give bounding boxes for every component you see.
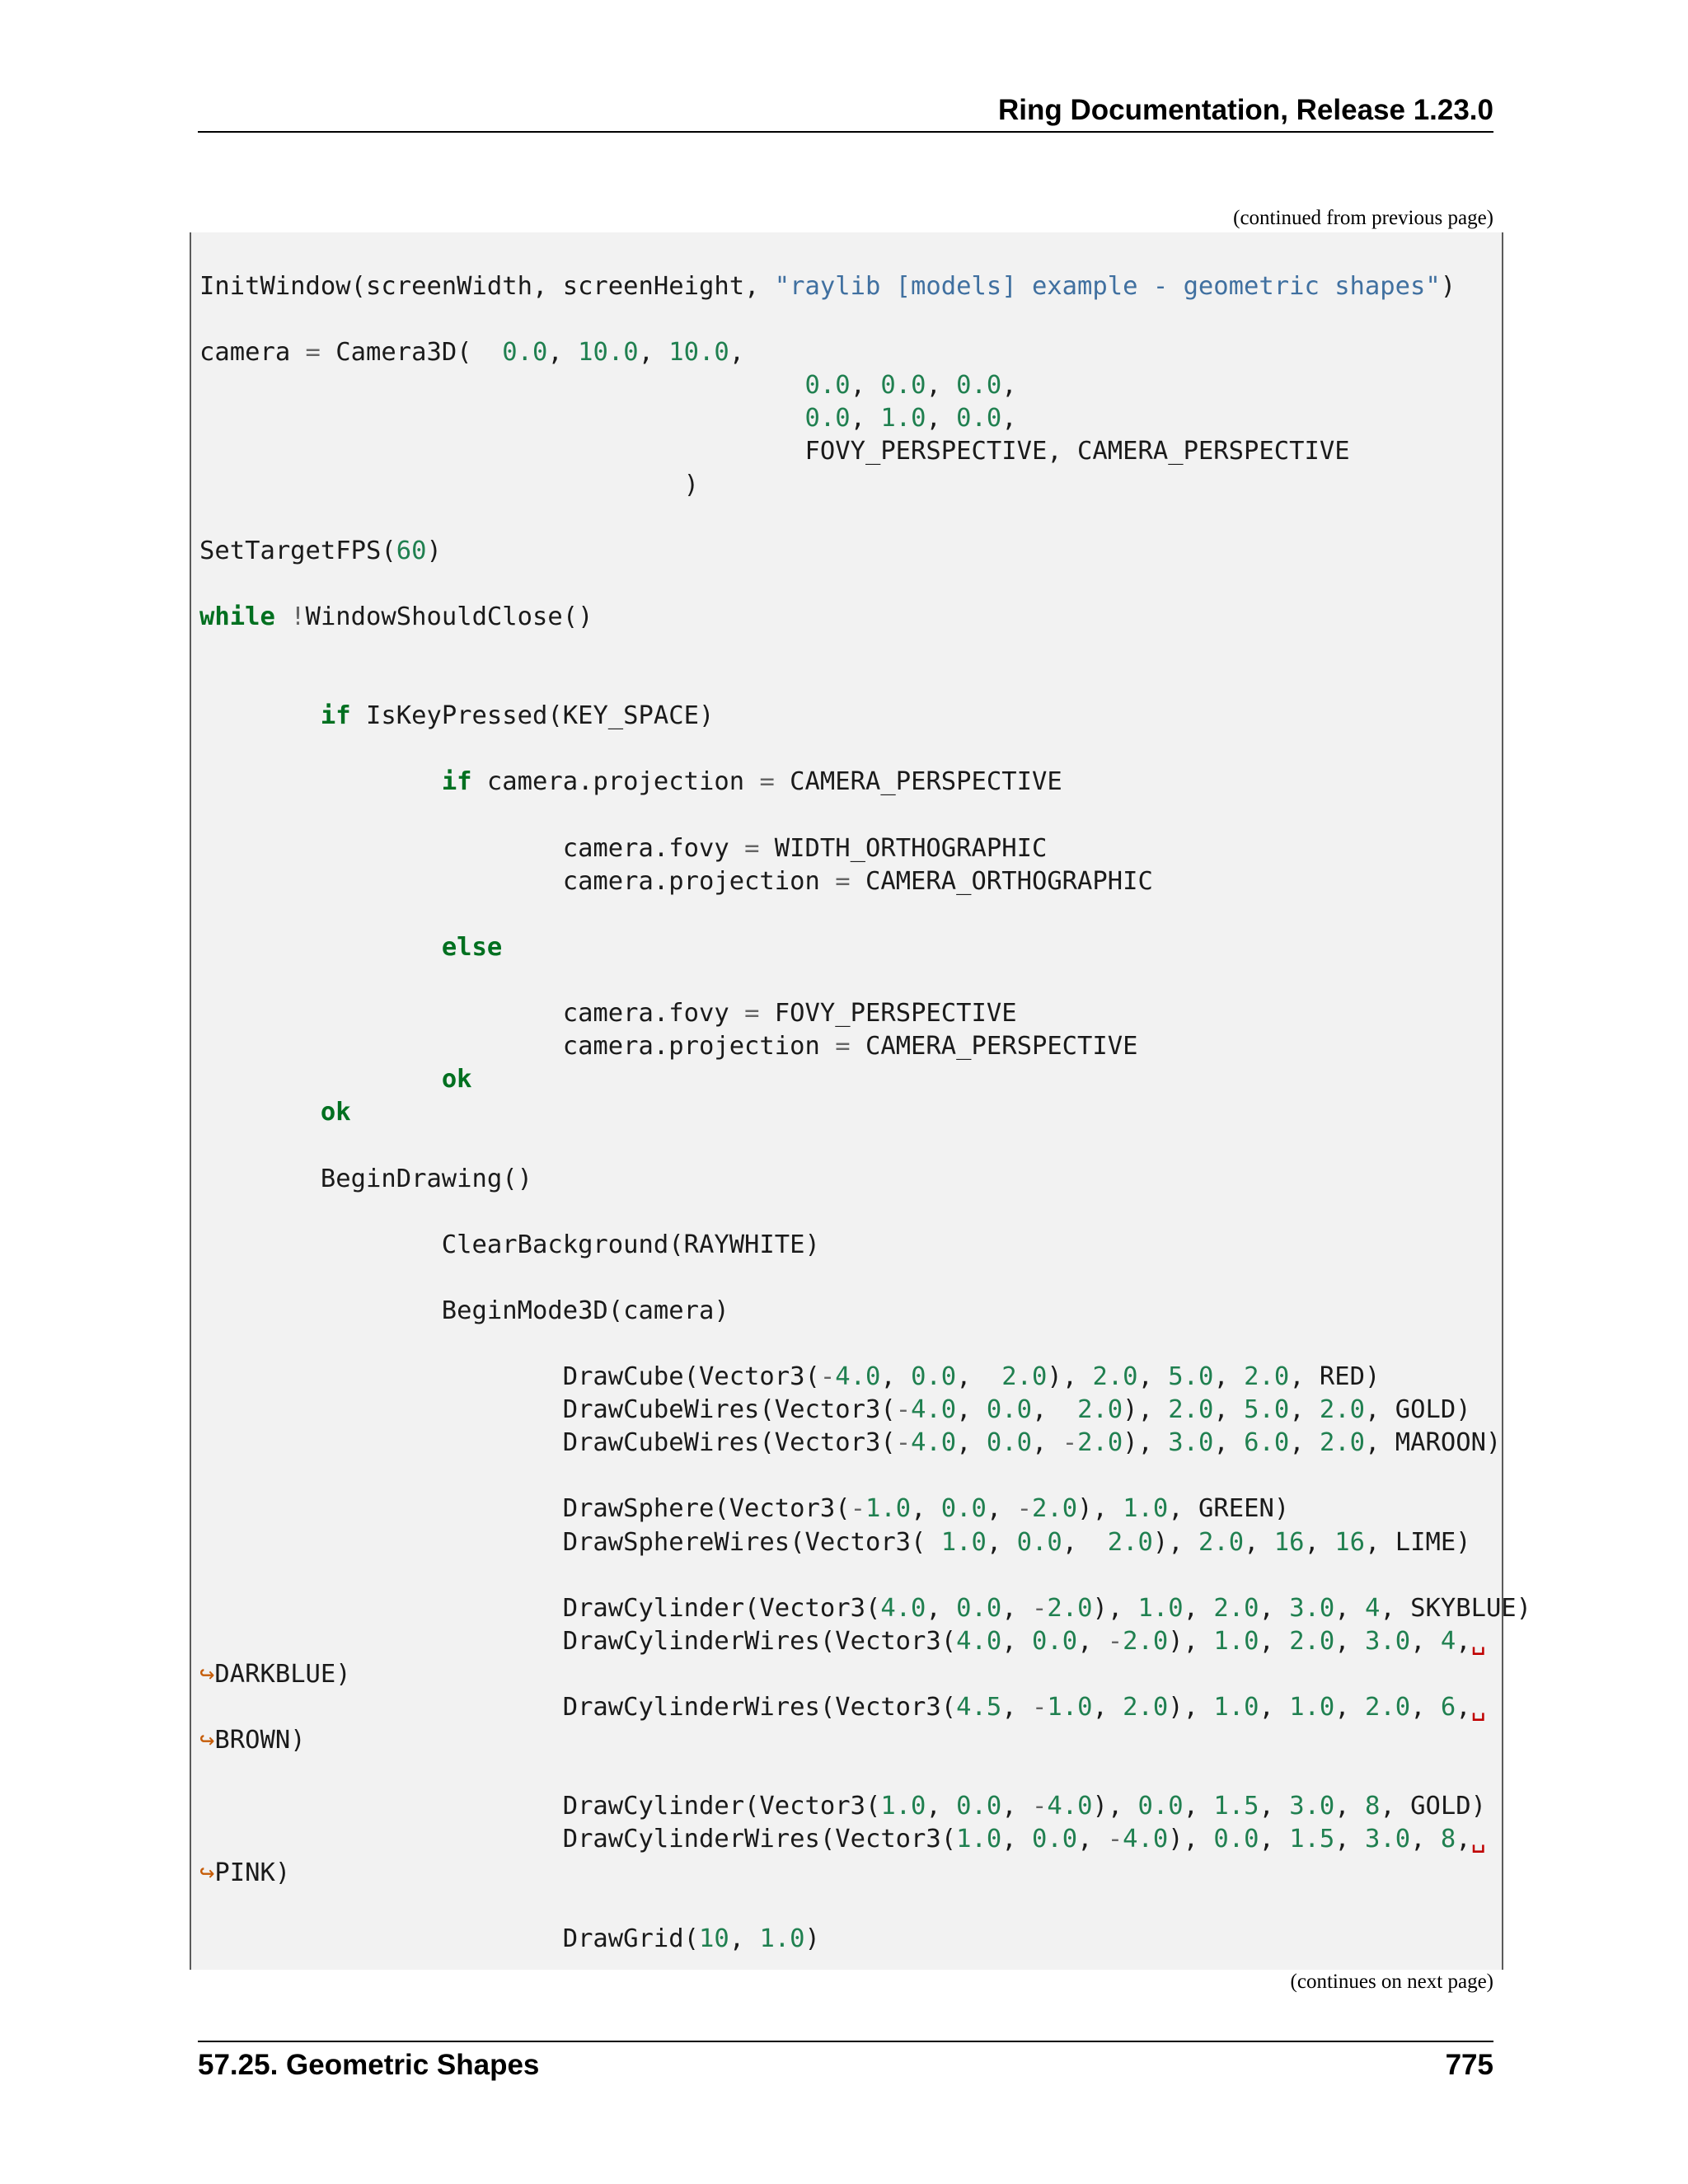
- code-line: [199, 1032, 1138, 1061]
- code-token: =: [759, 767, 775, 797]
- code-token: 2.0: [1077, 1395, 1123, 1425]
- code-token: ,: [729, 1924, 760, 1953]
- code-token: 0.0: [1137, 1792, 1184, 1821]
- code-token: 2.0: [1032, 1494, 1078, 1524]
- code-token: [275, 602, 290, 631]
- code-token: ,: [911, 1494, 941, 1524]
- code-token: camera.fovy: [199, 999, 745, 1029]
- code-token: ,: [729, 338, 745, 368]
- code-line: [199, 1726, 306, 1755]
- code-token: DrawGrid(: [199, 1924, 699, 1953]
- code-token: DrawCylinder(Vector3(: [199, 1792, 881, 1821]
- code-token: ,: [1001, 371, 1017, 401]
- code-token: -: [1016, 1494, 1032, 1524]
- code-line: [199, 1660, 351, 1689]
- code-token: ↪: [199, 1858, 215, 1887]
- code-token: ␣: [1470, 1825, 1486, 1854]
- code-token: ),: [1092, 1593, 1138, 1623]
- code-token: ,: [956, 1362, 1002, 1392]
- code-token: ,: [1334, 1593, 1366, 1623]
- code-token: -: [1107, 1626, 1123, 1656]
- code-token: ,: [1092, 1693, 1123, 1722]
- code-token: DrawCylinder(Vector3(: [199, 1593, 881, 1623]
- code-token: 2.0: [1107, 1527, 1153, 1557]
- code-token: , GOLD): [1365, 1395, 1471, 1425]
- code-token: =: [835, 1032, 851, 1062]
- code-token: ok: [441, 1065, 472, 1094]
- code-token: ↪: [199, 1726, 215, 1755]
- code-token: ),: [1047, 1362, 1093, 1392]
- code-token: PINK): [214, 1858, 291, 1887]
- code-token: 2.0: [1001, 1362, 1048, 1392]
- code-token: ),: [1123, 1395, 1169, 1425]
- code-token: -: [1031, 1593, 1048, 1623]
- code-token: 1.0: [956, 1825, 1002, 1854]
- code-token: ,: [1259, 1593, 1290, 1623]
- code-token: -: [1031, 1792, 1048, 1821]
- code-token: IsKeyPressed(KEY_SPACE): [350, 701, 715, 731]
- code-token: 4.0: [911, 1428, 957, 1458]
- code-token: ,: [926, 404, 957, 434]
- code-token: ,: [986, 1527, 1017, 1557]
- code-token: -: [895, 1395, 912, 1425]
- code-token: =: [744, 999, 760, 1029]
- code-token: 2.0: [1289, 1626, 1335, 1656]
- code-token: ,: [926, 371, 957, 401]
- code-token: 1.0: [880, 404, 926, 434]
- code-line: [199, 437, 1350, 466]
- code-token: , RED): [1289, 1362, 1381, 1392]
- code-block: [190, 232, 1532, 1970]
- code-token: [199, 701, 321, 730]
- code-token: FOVY_PERSPECTIVE, CAMERA_PERSPECTIVE: [199, 437, 1350, 466]
- code-token: DrawCubeWires(Vector3(: [199, 1428, 896, 1458]
- code-token: !: [290, 602, 306, 631]
- code-token: 0.0: [956, 371, 1002, 401]
- code-token: =: [305, 338, 321, 368]
- code-line: [199, 1362, 1380, 1391]
- code-token: ,: [850, 404, 881, 434]
- code-token: 1.0: [1213, 1626, 1259, 1656]
- code-token: [199, 371, 805, 400]
- code-token: 4: [1440, 1626, 1456, 1656]
- code-token: 0.0: [1213, 1825, 1259, 1854]
- code-token: 0.0: [940, 1494, 987, 1524]
- code-token: "raylib [models] example - geometric shapes": [774, 272, 1441, 301]
- code-token: 10.0: [668, 338, 729, 368]
- code-token: ,: [1410, 1693, 1441, 1722]
- code-token: 2.0: [1077, 1428, 1123, 1458]
- code-token: ),: [1168, 1693, 1214, 1722]
- code-line: [199, 1825, 1486, 1854]
- code-token: 1.0: [759, 1924, 805, 1953]
- code-token: [199, 404, 805, 433]
- code-token: ,: [1001, 1593, 1032, 1623]
- code-token: ): [199, 470, 699, 499]
- code-line: [199, 933, 502, 962]
- code-token: ClearBackground(RAYWHITE): [199, 1230, 820, 1259]
- code-token: ,: [1062, 1527, 1108, 1557]
- code-token: ↪: [199, 1659, 215, 1689]
- code-token: ,: [1259, 1825, 1290, 1854]
- code-token: 0.0: [880, 371, 926, 401]
- code-token: BeginMode3D(camera): [199, 1296, 729, 1325]
- header-rule: [198, 131, 1493, 133]
- code-token: 4.0: [880, 1593, 926, 1623]
- code-token: ): [804, 1924, 820, 1953]
- code-token: 1.0: [1137, 1593, 1184, 1623]
- code-token: WIDTH_ORTHOGRAPHIC: [759, 833, 1048, 863]
- code-line: [199, 999, 1017, 1028]
- continued-from-note: (continued from previous page): [1233, 207, 1493, 229]
- code-token: 5.0: [1244, 1395, 1290, 1425]
- code-line: [199, 1428, 1501, 1457]
- code-token: 1.0: [880, 1792, 926, 1821]
- code-line: [199, 1296, 729, 1325]
- code-token: InitWindow(screenWidth, screenHeight,: [199, 272, 775, 301]
- footer-rule: [198, 2041, 1493, 2042]
- code-token: 3.0: [1168, 1428, 1214, 1458]
- code-token: ␣: [1470, 1693, 1486, 1722]
- code-line: [199, 1693, 1486, 1722]
- code-token: if: [441, 767, 472, 797]
- code-token: WindowShouldClose(): [305, 602, 593, 631]
- code-token: ,: [1137, 1362, 1169, 1392]
- code-token: 2.0: [1092, 1362, 1138, 1392]
- code-line: [199, 1230, 820, 1259]
- code-line: [199, 371, 1017, 400]
- code-token: 5.0: [1168, 1362, 1214, 1392]
- code-line: [199, 272, 1456, 301]
- code-token: ,: [880, 1362, 912, 1392]
- code-token: =: [835, 866, 851, 896]
- code-token: 3.0: [1365, 1825, 1411, 1854]
- code-token: 4.5: [956, 1693, 1002, 1722]
- code-token: 0.0: [956, 1792, 1002, 1821]
- code-token: 0.0: [502, 338, 548, 368]
- code-token: DrawCubeWires(Vector3(: [199, 1395, 896, 1425]
- code-token: -: [850, 1494, 865, 1524]
- code-line: [199, 701, 714, 730]
- code-token: 0.0: [1031, 1626, 1078, 1656]
- code-line: [199, 471, 699, 499]
- code-token: ,: [1077, 1626, 1108, 1656]
- code-token: 1.0: [1123, 1494, 1169, 1524]
- code-token: DrawCylinderWires(Vector3(: [199, 1693, 957, 1722]
- code-token: 4.0: [835, 1362, 881, 1392]
- code-token: DrawCube(Vector3(: [199, 1362, 820, 1392]
- code-token: 0.0: [956, 404, 1002, 434]
- code-token: ,: [926, 1593, 957, 1623]
- code-token: ),: [1123, 1428, 1169, 1458]
- code-token: CAMERA_PERSPECTIVE: [850, 1032, 1138, 1062]
- code-token: ,: [850, 371, 881, 401]
- code-token: 3.0: [1289, 1792, 1335, 1821]
- code-token: ,: [1289, 1395, 1320, 1425]
- code-token: ),: [1168, 1825, 1214, 1854]
- code-token: , GREEN): [1168, 1494, 1290, 1524]
- code-token: while: [199, 602, 275, 631]
- code-token: 2.0: [1198, 1527, 1245, 1557]
- code-token: ,: [986, 1494, 1017, 1524]
- code-token: -: [819, 1362, 836, 1392]
- code-token: 2.0: [1213, 1593, 1259, 1623]
- footer-section-title: 57.25. Geometric Shapes: [198, 2049, 540, 2081]
- code-token: BROWN): [214, 1726, 306, 1755]
- code-token: ,: [1001, 404, 1017, 434]
- code-token: 0.0: [911, 1362, 957, 1392]
- code-token: FOVY_PERSPECTIVE: [759, 999, 1017, 1029]
- code-token: 8: [1365, 1792, 1381, 1821]
- code-token: -: [1031, 1693, 1048, 1722]
- code-line: [199, 602, 593, 631]
- code-token: 1.0: [1047, 1693, 1093, 1722]
- page-header-title: Ring Documentation, Release 1.23.0: [997, 94, 1493, 126]
- page-number: 775: [1445, 2049, 1493, 2081]
- code-line: [199, 338, 744, 367]
- code-token: DrawCylinderWires(Vector3(: [199, 1626, 957, 1656]
- code-token: ,: [1304, 1527, 1335, 1557]
- code-token: 1.0: [865, 1494, 912, 1524]
- code-line: [199, 1098, 351, 1127]
- code-token: 0.0: [804, 404, 851, 434]
- code-line: [199, 1165, 532, 1193]
- code-token: Camera3D(: [320, 338, 503, 368]
- code-token: ,: [1410, 1825, 1441, 1854]
- code-token: DARKBLUE): [214, 1659, 351, 1689]
- code-token: 6: [1440, 1693, 1456, 1722]
- code-line: [199, 834, 1047, 863]
- code-token: ),: [1152, 1527, 1198, 1557]
- code-line: [199, 867, 1153, 896]
- code-line: [199, 1395, 1471, 1424]
- code-listing: [199, 270, 1531, 1956]
- code-token: 4.0: [1047, 1792, 1093, 1821]
- code-token: camera: [199, 338, 306, 368]
- code-token: ,: [1001, 1825, 1032, 1854]
- code-line: [199, 1528, 1471, 1557]
- code-token: ,: [638, 338, 669, 368]
- code-token: 1.0: [940, 1527, 987, 1557]
- code-token: ),: [1077, 1494, 1123, 1524]
- code-token: 8: [1440, 1825, 1456, 1854]
- code-token: [199, 933, 442, 962]
- code-token: , GOLD): [1380, 1792, 1486, 1821]
- code-token: 2.0: [1123, 1693, 1169, 1722]
- code-token: ,: [1334, 1693, 1366, 1722]
- code-token: ): [1440, 272, 1456, 301]
- code-token: ,: [1456, 1825, 1471, 1854]
- code-token: ,: [1183, 1593, 1214, 1623]
- code-line: [199, 1627, 1486, 1656]
- code-token: ,: [1031, 1428, 1062, 1458]
- code-token: 2.0: [1365, 1693, 1411, 1722]
- code-token: 1.0: [1213, 1693, 1259, 1722]
- code-token: else: [441, 932, 503, 962]
- code-token: ,: [1456, 1626, 1471, 1656]
- code-token: CAMERA_PERSPECTIVE: [774, 767, 1062, 797]
- code-token: camera.projection: [471, 767, 760, 797]
- code-token: 3.0: [1365, 1626, 1411, 1656]
- code-token: ,: [1259, 1626, 1290, 1656]
- code-token: DrawCylinderWires(Vector3(: [199, 1825, 957, 1854]
- code-token: 16: [1273, 1527, 1305, 1557]
- code-token: 16: [1334, 1527, 1365, 1557]
- code-token: 4.0: [956, 1626, 1002, 1656]
- continues-on-note: (continues on next page): [1290, 1971, 1493, 1993]
- code-token: ,: [1213, 1395, 1245, 1425]
- code-line: [199, 1924, 820, 1953]
- code-token: camera.fovy: [199, 833, 745, 863]
- code-token: ,: [1001, 1626, 1032, 1656]
- code-token: ,: [1213, 1428, 1245, 1458]
- code-token: 0.0: [986, 1428, 1032, 1458]
- code-token: 0.0: [956, 1593, 1002, 1623]
- code-token: , MAROON): [1365, 1428, 1502, 1458]
- code-token: =: [744, 833, 760, 863]
- code-token: 3.0: [1289, 1593, 1335, 1623]
- code-token: 0.0: [986, 1395, 1032, 1425]
- code-token: , SKYBLUE): [1380, 1593, 1532, 1623]
- code-token: camera.projection: [199, 1032, 836, 1062]
- code-line: [199, 404, 1017, 433]
- code-token: 4.0: [911, 1395, 957, 1425]
- code-token: BeginDrawing(): [199, 1164, 532, 1193]
- code-token: 6.0: [1244, 1428, 1290, 1458]
- code-line: [199, 1494, 1289, 1523]
- code-token: ,: [1334, 1792, 1366, 1821]
- code-line: [199, 1065, 472, 1094]
- code-token: -: [895, 1428, 912, 1458]
- code-token: 2.0: [1168, 1395, 1214, 1425]
- code-token: ,: [1410, 1626, 1441, 1656]
- code-token: [199, 1065, 442, 1094]
- code-token: 0.0: [804, 371, 851, 401]
- code-token: , LIME): [1365, 1527, 1471, 1557]
- code-token: ,: [1334, 1825, 1366, 1854]
- code-token: ,: [1213, 1362, 1245, 1392]
- code-token: ),: [1168, 1626, 1214, 1656]
- code-token: ok: [320, 1098, 351, 1127]
- code-token: ␣: [1470, 1626, 1486, 1656]
- code-token: 0.0: [1031, 1825, 1078, 1854]
- code-token: 2.0: [1319, 1428, 1366, 1458]
- code-token: -: [1062, 1428, 1078, 1458]
- code-line: [199, 1594, 1531, 1623]
- code-token: 10: [698, 1924, 729, 1953]
- code-token: 4.0: [1123, 1825, 1169, 1854]
- code-line: [199, 1858, 290, 1887]
- code-token: ,: [1001, 1792, 1032, 1821]
- code-token: ,: [547, 338, 579, 368]
- code-line: [199, 537, 442, 565]
- code-token: DrawSphere(Vector3(: [199, 1494, 851, 1524]
- code-token: 0.0: [1016, 1527, 1062, 1557]
- code-token: 4: [1365, 1593, 1381, 1623]
- code-token: -: [1107, 1825, 1123, 1854]
- code-token: DrawSphereWires(Vector3(: [199, 1527, 941, 1557]
- code-token: 1.5: [1289, 1825, 1335, 1854]
- code-token: ): [426, 536, 442, 565]
- code-token: 2.0: [1047, 1593, 1093, 1623]
- code-token: ,: [1259, 1693, 1290, 1722]
- code-token: ,: [1456, 1693, 1471, 1722]
- code-token: ,: [1259, 1792, 1290, 1821]
- code-token: 10.0: [578, 338, 639, 368]
- code-token: ),: [1092, 1792, 1138, 1821]
- code-token: ,: [1183, 1792, 1214, 1821]
- code-token: ,: [1289, 1428, 1320, 1458]
- code-token: 2.0: [1244, 1362, 1290, 1392]
- code-token: 1.0: [1289, 1693, 1335, 1722]
- code-line: [199, 1792, 1486, 1821]
- code-token: ,: [956, 1428, 987, 1458]
- code-token: ,: [926, 1792, 957, 1821]
- code-token: SetTargetFPS(: [199, 536, 396, 565]
- code-token: if: [320, 701, 351, 731]
- code-token: CAMERA_ORTHOGRAPHIC: [850, 866, 1153, 896]
- code-token: ,: [1031, 1395, 1078, 1425]
- code-token: 60: [396, 536, 427, 565]
- code-token: 2.0: [1123, 1626, 1169, 1656]
- code-token: 1.5: [1213, 1792, 1259, 1821]
- code-line: [199, 767, 1062, 796]
- code-token: ,: [956, 1395, 987, 1425]
- code-token: ,: [1001, 1693, 1032, 1722]
- code-token: ,: [1077, 1825, 1108, 1854]
- code-token: camera.projection: [199, 866, 836, 896]
- code-token: ,: [1244, 1527, 1274, 1557]
- code-token: [199, 1098, 321, 1127]
- code-token: 2.0: [1319, 1395, 1366, 1425]
- code-token: [199, 767, 442, 796]
- code-token: ,: [1334, 1626, 1366, 1656]
